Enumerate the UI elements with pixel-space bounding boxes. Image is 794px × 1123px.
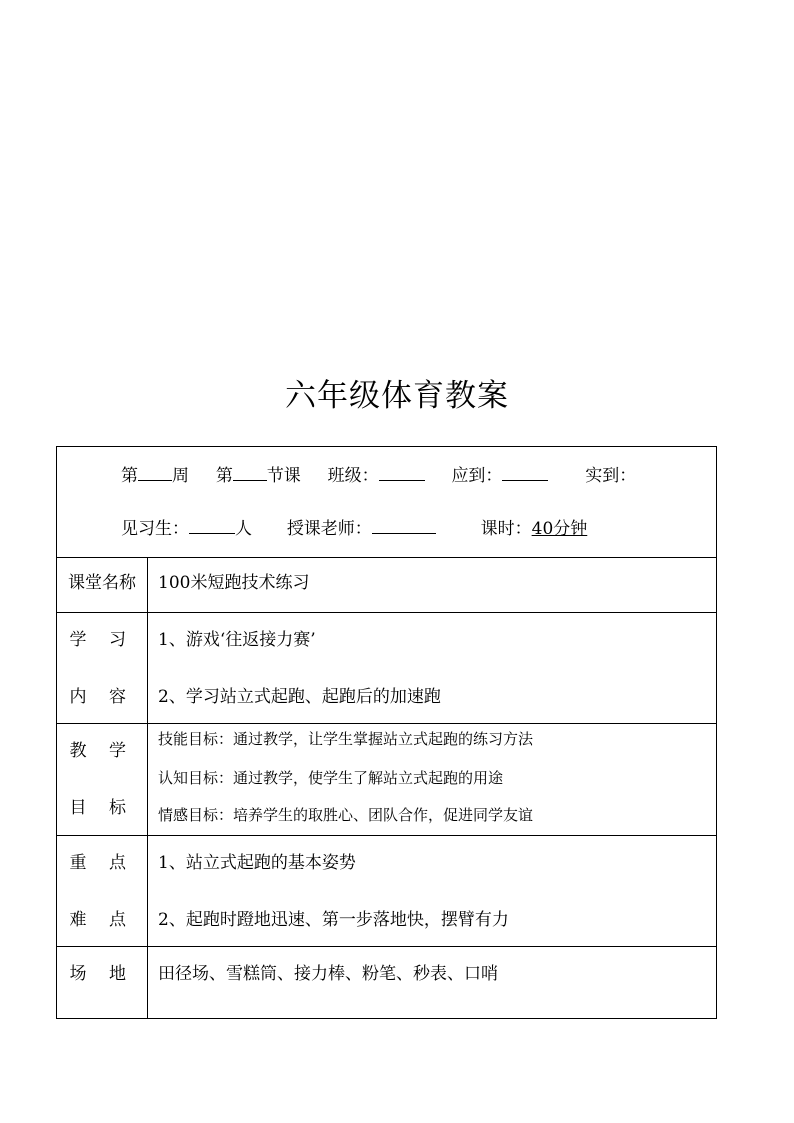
content-line: 情感目标：培养学生的取胜心、团队合作，促进同学友谊 xyxy=(158,806,534,824)
teacher-blank xyxy=(372,515,436,534)
teacher-label: 授课老师： xyxy=(286,519,372,539)
row-content xyxy=(148,836,717,947)
table-row xyxy=(57,558,717,613)
duration-value: 40分钟 xyxy=(531,519,588,539)
lesson-suffix: 节课 xyxy=(266,466,301,486)
row-label xyxy=(57,724,148,836)
row-label-line: 难 点 xyxy=(69,910,135,930)
content-line: 1、站立式起跑的基本姿势 xyxy=(158,853,356,873)
row-label-line: 课堂名称 xyxy=(68,573,136,593)
table-row xyxy=(57,947,717,1019)
content-line: 2、起跑时蹬地迅速、第一步落地快，摆臂有力 xyxy=(158,910,509,930)
row-label xyxy=(57,836,148,947)
page-title: 六年级体育教案 xyxy=(285,378,509,414)
expected-label: 应到： xyxy=(451,466,503,486)
content-line: 田径场、雪糕筒、接力棒、粉笔、秒表、口哨 xyxy=(158,964,498,984)
header-line-2 xyxy=(121,514,587,539)
content-line: 2、学习站立式起跑、起跑后的加速跑 xyxy=(158,687,441,707)
week-suffix: 周 xyxy=(172,466,189,486)
content-line: 1、游戏‘往返接力赛’ xyxy=(158,630,316,650)
observers-blank xyxy=(189,515,235,534)
table-row xyxy=(57,724,717,836)
week-blank xyxy=(138,462,172,481)
content-line: 认知目标：通过教学，使学生了解站立式起跑的用途 xyxy=(158,769,504,787)
content-line: 技能目标：通过教学，让学生掌握站立式起跑的练习方法 xyxy=(158,730,534,748)
row-label xyxy=(57,947,148,1019)
table-row xyxy=(57,613,717,724)
observers-unit: 人 xyxy=(235,519,252,539)
table-row xyxy=(57,836,717,947)
header-line-1 xyxy=(121,461,636,486)
row-label-line: 内 容 xyxy=(69,687,135,707)
row-content xyxy=(148,558,717,613)
row-label-line: 场 地 xyxy=(69,964,135,984)
lesson-prefix: 第 xyxy=(215,466,233,486)
row-label-line: 目 标 xyxy=(69,798,135,818)
header-cell xyxy=(57,447,717,558)
row-content xyxy=(148,613,717,724)
expected-blank xyxy=(502,462,548,481)
lesson-plan-table xyxy=(56,446,717,1019)
duration-label: 课时： xyxy=(480,519,532,539)
row-content xyxy=(148,724,717,836)
row-label xyxy=(57,613,148,724)
lesson-blank xyxy=(233,462,267,481)
class-blank xyxy=(379,462,425,481)
week-prefix: 第 xyxy=(121,466,138,486)
row-label-line: 教 学 xyxy=(69,741,135,761)
observers-label: 见习生： xyxy=(121,519,189,539)
row-content xyxy=(148,947,717,1019)
row-label xyxy=(57,558,148,613)
row-label-line: 学 习 xyxy=(69,630,135,650)
row-label-line: 重 点 xyxy=(69,853,135,873)
class-label: 班级： xyxy=(327,466,379,486)
content-line: 100米短跑技术练习 xyxy=(158,573,310,593)
actual-label: 实到： xyxy=(585,466,637,486)
